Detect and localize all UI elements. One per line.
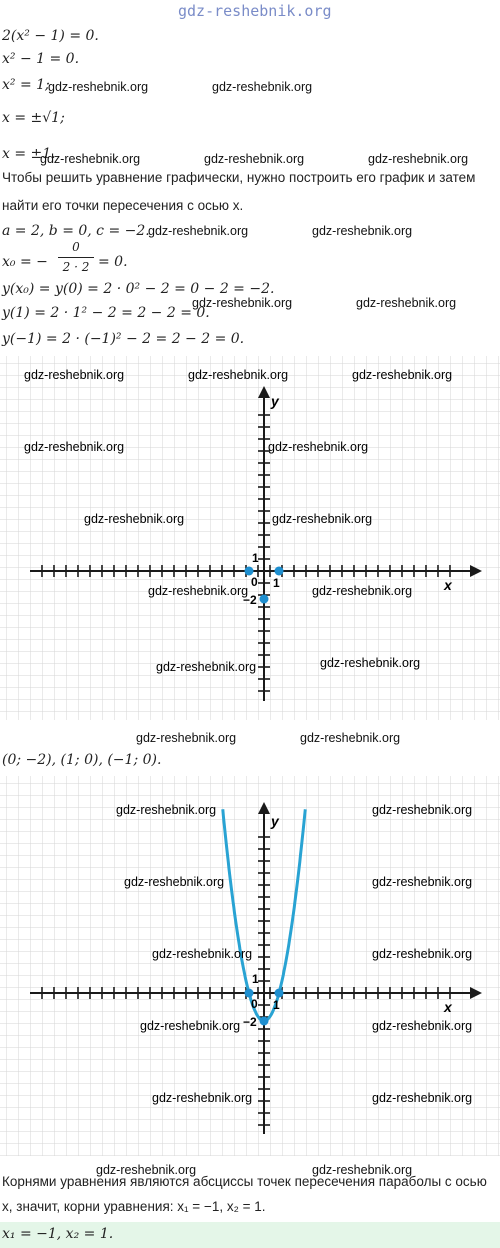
graph-point bbox=[260, 1017, 269, 1026]
watermark: gdz-reshebnik.org bbox=[352, 368, 453, 382]
x-tick-one-label: 1 bbox=[273, 998, 280, 1012]
watermark: gdz-reshebnik.org bbox=[272, 512, 373, 526]
equation-line-2: x² − 1 = 0. bbox=[2, 51, 80, 67]
watermark: gdz-reshebnik.org bbox=[156, 660, 257, 674]
vertex-y-line: y(x₀) = y(0) = 2 · 0² − 2 = 0 − 2 = −2. bbox=[2, 281, 275, 297]
graph-point bbox=[245, 989, 254, 998]
minus-two-label: −2 bbox=[243, 1015, 257, 1029]
conclusion-line-2: x, значит, корни уравнения: x₁ = −1, x₂ = 1. bbox=[2, 1199, 266, 1214]
x-axis-label: x bbox=[444, 999, 452, 1015]
watermark: gdz-reshebnik.org bbox=[192, 296, 293, 310]
graph-point bbox=[275, 567, 284, 576]
equation-line-5: x = ±1. bbox=[2, 146, 56, 162]
conclusion-line-1: Корнями уравнения являются абсциссы точек пересечения параболы с осью bbox=[2, 1174, 487, 1189]
x-tick-one-label: 1 bbox=[273, 576, 280, 590]
graph-point bbox=[245, 567, 254, 576]
graph-parabola bbox=[0, 776, 500, 1156]
vertex-x-label: x₀ = − bbox=[2, 254, 48, 270]
y-at-one-line: y(1) = 2 · 1² − 2 = 2 − 2 = 0. bbox=[2, 305, 210, 321]
watermark: gdz-reshebnik.org bbox=[40, 152, 141, 166]
watermark: gdz-reshebnik.org bbox=[140, 1019, 241, 1033]
watermark: gdz-reshebnik.org bbox=[300, 731, 401, 745]
watermark: gdz-reshebnik.org bbox=[148, 224, 249, 238]
graph-point bbox=[260, 595, 269, 604]
watermark: gdz-reshebnik.org bbox=[268, 440, 369, 454]
answer-text: x₁ = −1, x₂ = 1. bbox=[2, 1226, 114, 1242]
graph-point bbox=[275, 989, 284, 998]
fraction-numerator: 0 bbox=[72, 240, 80, 254]
watermark: gdz-reshebnik.org bbox=[148, 584, 249, 598]
x-axis-label: x bbox=[444, 577, 452, 593]
watermark: gdz-reshebnik.org bbox=[48, 80, 149, 94]
origin-label: 0 bbox=[251, 575, 258, 589]
y-at-minus-one-line: y(−1) = 2 · (−1)² − 2 = 2 − 2 = 0. bbox=[2, 331, 245, 347]
fraction-bar bbox=[58, 257, 94, 258]
watermark: gdz-reshebnik.org bbox=[152, 947, 253, 961]
watermark: gdz-reshebnik.org bbox=[312, 224, 413, 238]
watermark: gdz-reshebnik.org bbox=[372, 875, 473, 889]
watermark: gdz-reshebnik.org bbox=[368, 152, 469, 166]
fraction-denominator: 2 · 2 bbox=[62, 260, 90, 274]
origin-label: 0 bbox=[251, 997, 258, 1011]
paragraph-line-1: Чтобы решить уравнение графически, нужно построить его график и затем bbox=[2, 170, 476, 185]
graph-points bbox=[0, 356, 500, 720]
y-tick-one-label: 1 bbox=[252, 972, 259, 986]
top-watermark[interactable]: gdz-reshebnik.org bbox=[178, 2, 332, 20]
watermark: gdz-reshebnik.org bbox=[212, 80, 313, 94]
equation-line-3: x² = 1; bbox=[2, 77, 50, 93]
watermark: gdz-reshebnik.org bbox=[24, 368, 125, 382]
watermark: gdz-reshebnik.org bbox=[372, 947, 473, 961]
watermark: gdz-reshebnik.org bbox=[320, 656, 421, 670]
equation-line-4: x = ±√1; bbox=[2, 110, 65, 126]
watermark: gdz-reshebnik.org bbox=[372, 1019, 473, 1033]
watermark: gdz-reshebnik.org bbox=[204, 152, 305, 166]
watermark: gdz-reshebnik.org bbox=[312, 584, 413, 598]
watermark: gdz-reshebnik.org bbox=[96, 1163, 197, 1177]
y-tick-one-label: 1 bbox=[252, 551, 259, 565]
equation-line-1: 2(x² − 1) = 0. bbox=[2, 28, 99, 44]
coefficients-line: a = 2, b = 0, c = −2. bbox=[2, 223, 150, 239]
paragraph-line-2: найти его точки пересечения с осью x. bbox=[2, 198, 244, 213]
watermark: gdz-reshebnik.org bbox=[356, 296, 457, 310]
y-axis-label: y bbox=[271, 393, 279, 409]
vertex-x-result: = 0. bbox=[98, 254, 128, 270]
minus-two-label: −2 bbox=[243, 593, 257, 607]
watermark: gdz-reshebnik.org bbox=[124, 875, 225, 889]
watermark: gdz-reshebnik.org bbox=[84, 512, 185, 526]
y-axis-label: y bbox=[271, 813, 279, 829]
watermark: gdz-reshebnik.org bbox=[372, 803, 473, 817]
watermark: gdz-reshebnik.org bbox=[152, 1091, 253, 1105]
watermark: gdz-reshebnik.org bbox=[116, 803, 217, 817]
watermark: gdz-reshebnik.org bbox=[24, 440, 125, 454]
points-list: (0; −2), (1; 0), (−1; 0). bbox=[2, 752, 162, 768]
watermark: gdz-reshebnik.org bbox=[188, 368, 289, 382]
watermark: gdz-reshebnik.org bbox=[372, 1091, 473, 1105]
watermark: gdz-reshebnik.org bbox=[312, 1163, 413, 1177]
watermark: gdz-reshebnik.org bbox=[136, 731, 237, 745]
